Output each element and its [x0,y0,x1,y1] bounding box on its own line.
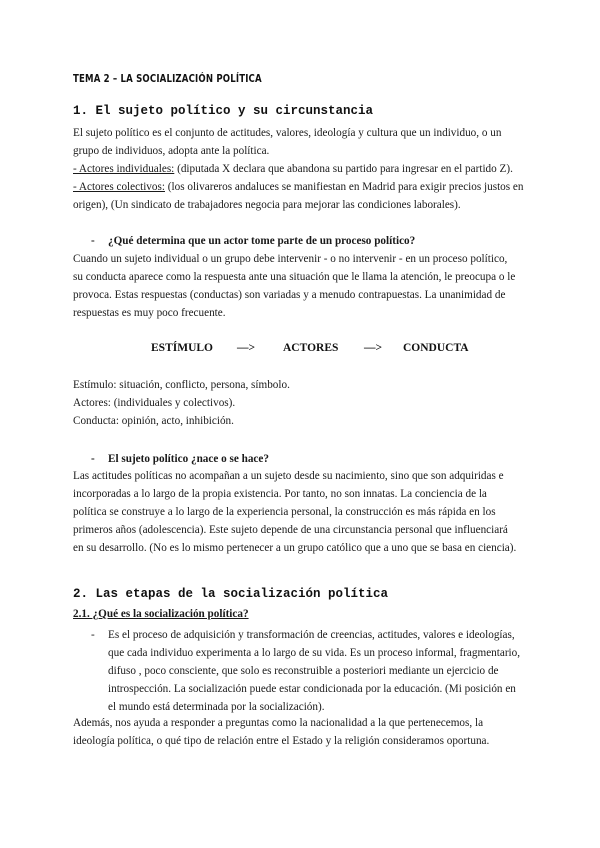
intro-line: El sujeto político es el conjunto de actitudes, valores, ideología y cultura que un individuo, o un [73,127,502,139]
individual-actors-line [73,160,528,178]
flow-actors: ACTORES [283,342,339,354]
section-1-intro [73,124,528,214]
paragraph-line: incorporadas a lo largo de la propia existencia. Por tanto, no son innatas. La conciencia de la [73,488,487,500]
section-2-heading: 2. Las etapas de la socialización política [73,587,389,601]
paragraph-line: respuestas es muy poco frecuente. [73,307,226,319]
flow-arrow-2: —> [364,342,383,354]
item-line: introspección. La socialización puede estar condicionada por la educación. (Mi posición en [108,683,516,695]
question-1-heading: ¿Qué determina que un actor tome parte de un proceso político? [108,235,416,247]
question-1-dash: - [91,235,95,247]
paragraph-line: Cuando un sujeto individual o un grupo debe intervenir - o no intervenir - en un proceso político, [73,253,508,265]
collective-actors-text: (los olivareros andaluces se manifiestan en Madrid para exigir precios justos en [164,181,524,193]
item-line: difuso , poco consciente, que solo es reconstruible a posteriori mediante un ejercicio de [108,665,499,677]
definition-item: Actores: (individuales y colectivos). [73,397,236,409]
paragraph-line: política se construye a lo largo de la experiencia personal, la construcción es más rápida en los [73,506,496,518]
page-title: TEMA 2 – LA SOCIALIZACIÓN POLÍTICA [73,72,262,85]
paragraph-line: primeros años (adolescencia). Este sujeto depende de una circunstancia personal que influenciará [73,524,508,536]
section-2-subheading: 2.1. ¿Qué es la socialización política? [73,608,249,620]
individual-actors-label: - Actores individuales: [73,163,175,175]
question-2-dash: - [91,453,95,465]
question-2-heading: El sujeto político ¿nace o se hace? [108,453,269,465]
item-line: que cada individuo experimenta a lo largo de su vida. Es un proceso informal, fragmentario, [108,647,521,659]
item-line: Es el proceso de adquisición y transformación de creencias, actitudes, valores e ideologías, [108,629,515,641]
question-2-paragraph [73,467,528,557]
definition-item: Estímulo: situación, conflicto, persona, símbolo. [73,379,290,391]
flow-arrow-1: —> [237,342,256,354]
definition-item: Conducta: opinión, acto, inhibición. [73,415,234,427]
paragraph-line: ideología política, o qué tipo de relación entre el Estado y la religión consideramos oportuna. [73,735,490,747]
individual-actors-text: (diputada X declara que abandona su partido para ingresar en el partido Z). [174,163,513,175]
section-1-heading: 1. El sujeto político y su circunstancia [73,104,374,118]
paragraph-line: su conducta aparece como la respuesta ante una situación que le llama la atención, le preocupa o le [73,271,516,283]
paragraph-line: Además, nos ayuda a responder a preguntas como la nacionalidad a la que pertenecemos, la [73,717,484,729]
item-line: el mundo está determinada por la socialización). [108,701,325,713]
section-2-item-dash: - [91,629,95,641]
question-1-paragraph [73,250,528,322]
collective-actors-line-2: origen), (Un sindicato de trabajadores negocia para mejorar las condiciones laborales). [73,199,461,211]
collective-actors-label: - Actores colectivos: [73,181,165,193]
closing-paragraph [73,714,528,750]
collective-actors-line [73,178,528,196]
section-2-item [108,626,528,716]
flow-conduct: CONDUCTA [403,342,469,354]
definitions-list [73,376,528,430]
paragraph-line: provoca. Estas respuestas (conductas) son variadas y a menudo contrapuestas. La unanimidad de [73,289,506,301]
paragraph-line: Las actitudes políticas no acompañan a un sujeto desde su nacimiento, sino que son adquiridas e [73,470,504,482]
intro-line: grupo de individuos, adopta ante la política. [73,145,270,157]
flow-stimulus: ESTÍMULO [151,342,213,354]
paragraph-line: en su desarrollo. (No es lo mismo pertenecer a un grupo católico que a uno que se basa en ciencia). [73,542,517,554]
